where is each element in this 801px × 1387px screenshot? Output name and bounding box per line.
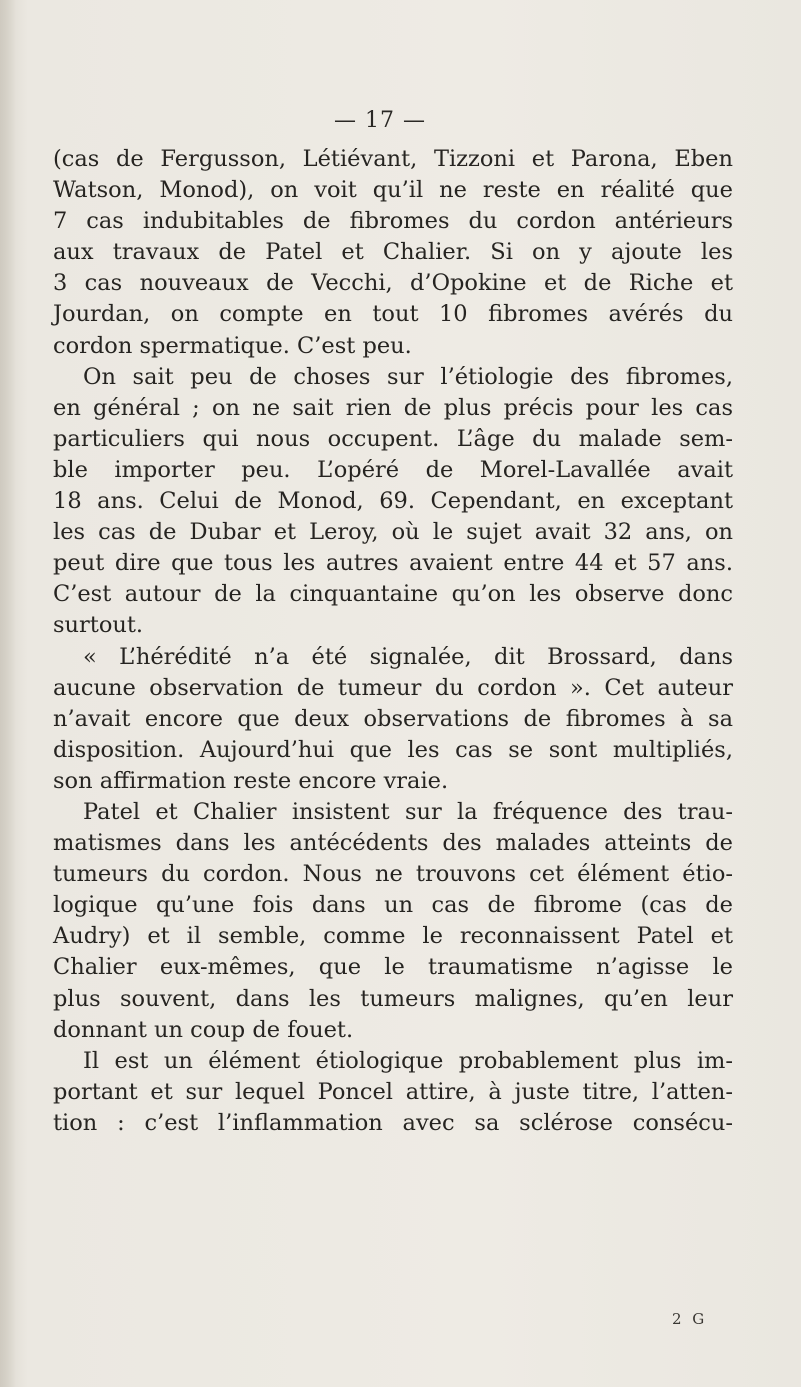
page-number: — 17 — [334,108,426,133]
text-line: particuliers qui nous occupent. L’âge du malade sem- [53,425,733,452]
text-line: aux travaux de Patel et Chalier. Si on y ajoute les [53,239,733,266]
text-line: aucune observation de tumeur du cordon ». Cet auteur [53,674,733,701]
text-line: portant et sur lequel Poncel attire, à juste titre, l’atten- [53,1078,733,1105]
page-edge-shadow [0,0,16,1387]
text-line: son affirmation reste encore vraie. [53,767,449,794]
text-line: 3 cas nouveaux de Vecchi, d’Opokine et de Riche et [53,270,733,297]
text-line: donnant un coup de fouet. [53,1016,354,1043]
text-line: On sait peu de choses sur l’étiologie des fibromes, [83,363,733,390]
text-line: Patel et Chalier insistent sur la fréquence des trau- [83,798,733,825]
text-line: logique qu’une fois dans un cas de fibrome (cas de [53,892,733,919]
text-line: Chalier eux-mêmes, que le traumatisme n’agisse le [53,954,733,981]
text-line: n’avait encore que deux observations de fibromes à sa [53,705,733,732]
text-line: plus souvent, dans les tumeurs malignes, qu’en leur [53,985,733,1012]
text-line: ble importer peu. L’opéré de Morel-Lavallée avait [53,456,733,483]
text-line: cordon spermatique. C’est peu. [53,332,412,359]
text-line: 18 ans. Celui de Monod, 69. Cependant, en exceptant [53,488,733,515]
text-line: disposition. Aujourd’hui que les cas se sont multipliés, [53,736,733,763]
text-line: Jourdan, on compte en tout 10 fibromes avérés du [53,301,733,328]
text-line: tumeurs du cordon. Nous ne trouvons cet élément étio- [53,861,733,888]
text-line: matismes dans les antécédents des malades atteints de [53,830,733,857]
body-text [53,144,733,1139]
text-line: en général ; on ne sait rien de plus précis pour les cas [53,394,733,421]
text-line: Watson, Monod), on voit qu’il ne reste en réalité que [53,177,733,204]
text-line: (cas de Fergusson, Létiévant, Tizzoni et Parona, Eben [53,146,733,172]
text-line: tion : c’est l’inflammation avec sa sclérose consécu- [53,1109,733,1136]
text-line: les cas de Dubar et Leroy, où le sujet avait 32 ans, on [53,519,733,546]
signature-mark: 2 G [672,1310,708,1328]
text-line: Audry) et il semble, comme le reconnaissent Patel et [53,923,733,950]
text-line: surtout. [53,612,144,639]
text-line: Il est un élément étiologique probablement plus im- [83,1047,733,1074]
text-line: peut dire que tous les autres avaient entre 44 et 57 ans. [53,550,733,577]
text-line: 7 cas indubitables de fibromes du cordon antérieurs [53,208,733,235]
text-line: « L’hérédité n’a été signalée, dit Brossard, dans [83,643,733,670]
text-line: C’est autour de la cinquantaine qu’on les observe donc [53,581,733,608]
